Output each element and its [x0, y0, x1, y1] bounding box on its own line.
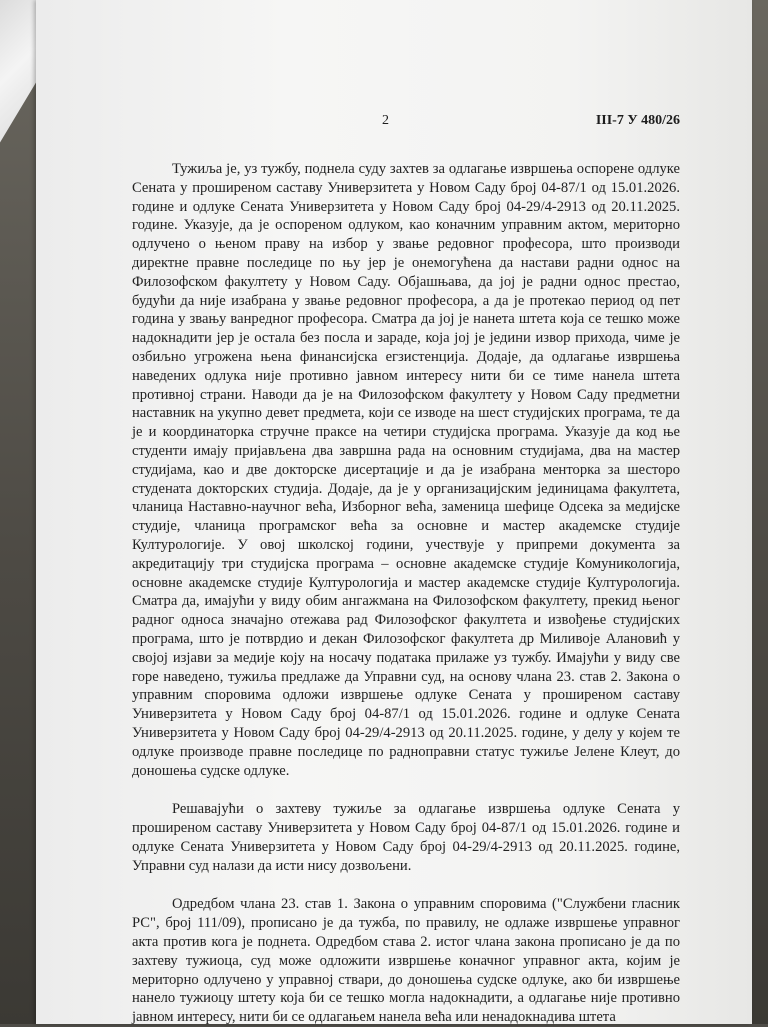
folded-paper-corner — [0, 0, 36, 150]
paragraph-ruling: Решавајући о захтеву тужиље за одлагање извршења одлуке Сената у проширеном саставу Универзитета у Новом Саду број 04-87/1 од 15.01.2026. године и одлуке Сената Универзитета у Новом Саду број 04-29/4-2913 од 20.11.2025. године, Управни суд налази да исти нису дозвољени. — [132, 801, 680, 874]
case-number: III-7 У 480/26 — [595, 113, 680, 128]
document-body — [132, 160, 680, 1027]
page-header — [36, 113, 752, 133]
paragraph-request: Тужиља је, уз тужбу, поднела суду захтев за одлагање извршења оспорене одлуке Сената у проширеном саставу Универзитета у Новом Саду број 04-87/1 од 15.01.2026. године и одлуке Сената Универзитета у Новом Саду број 04-29/4-2913 од 20.11.2025. године. Указује, да је оспореном одлуком, као коначним управним актом, мериторно одлучено о њеном праву на избор у звање редовног професора, што производи директне правне последице по њу јер је онемогућена да настави радни однос на Филозофском факултету у Новом Саду. Објашњава, да јој је радни однос престао, будући да није изабрана у звање редовног професора, а да је протекао период од пет година у звању ванредног професора. Сматра да јој је нанета штета која се тешко може надокнадити јер је остала без посла и зараде, која јој је једини извор прихода, чиме је озбиљно угрожена њена финансијска егзистенција. Додаје, да одлагање извршења наведених одлука није противно јавном интересу нити би се тиме нанела штета противној страни. Наводи да је на Филозофском факултету у Новом Саду предметни наставник на укупно девет предмета, који се изводе на шест студијских програма, те да је и координаторка стручне праксе на четири студијска програма. Указује да код ње студенти имају пријављена два завршна рада на основним студијама, два на мастер студијама, као и две докторске дисертације и да је изабрана менторка за шесторо студената докторских студија. Додаје, да је у организацијским јединицама факултета, чланица Наставно-научног већа, Изборног већа, заменица шефице Одсека за медијске студије, чланица програмског већа за основне и мастер академске студије Културологије. У овој школској години, учествује у припреми документа за акредитацију три студијска програма – основне академске студије Комуникологија, основне академске студије Културологија и мастер академске студије Културологија. Сматра да, имајући у виду обим ангажмана на Филозофском факултету, прекид њеног радног односа значајно отежава рад Филозофског факултета и извођење студијских програма, што је потврдио и декан Филозофског факултета др Миливоје Алановић у својој изјави за медије коју на носачу података прилаже уз тужбу. Имајући у виду све горе наведено, тужиља предлаже да Управни суд, на основу члана 23. став 2. Закона о управним споровима одложи извршење одлуке Сената у проширеном саставу Универзитета у Новом Саду број 04-87/1 од 15.01.2026. године и одлуке Сената Универзитета у Новом Саду број 04-29/4-2913 од 20.11.2025. године, у делу у којем те одлуке производе правне последице по радноправни статус тужиље Јелене Клеут, до доношења судске одлуке. — [132, 161, 680, 779]
page-number: 2 — [382, 113, 389, 128]
paragraph-legal-basis: Одредбом члана 23. став 1. Закона о управним споровима ("Службени гласник РС", број 111/09), прописано је да тужба, по правилу, не одлаже извршење управног акта против кога је поднета. Одредбом става 2. истог члана закона прописано је да по захтеву тужиоца, суд може одложити извршење коначног управног акта, којим је мериторно одлучено у управној ствари, до доношења судске одлуке, ако би извршење нанело тужиоцу штету која би се тешко могла надокнадити, а одлагање није противно јавном интересу, нити би се одлагањем нанела већа или ненадокнадива штета — [132, 896, 680, 1026]
